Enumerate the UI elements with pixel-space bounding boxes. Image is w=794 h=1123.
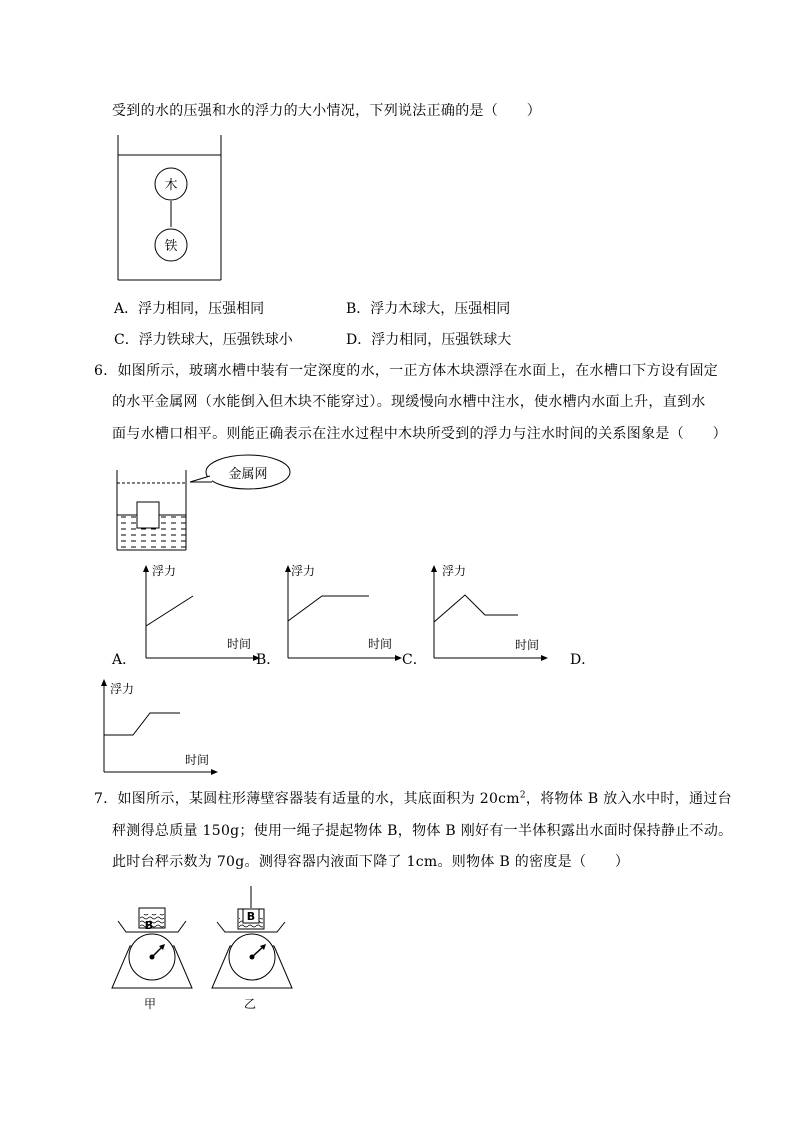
- q5-option-d[interactable]: D．浮力相同，压强铁球大: [346, 332, 512, 348]
- q6-tank-figure: [110, 448, 300, 558]
- q5-option-b[interactable]: B．浮力木球大，压强相同: [346, 301, 511, 317]
- q7-line1-b: ，将物体 B 放入水中时，通过台: [525, 791, 732, 807]
- wood-block: [137, 502, 159, 528]
- scale-jia-figure: [100, 884, 200, 1014]
- q5-stem: 受到的水的压强和水的浮力的大小情况，下列说法正确的是（ ）: [112, 103, 541, 119]
- x-axis-label: 时间: [368, 637, 393, 651]
- y-axis-label: 浮力: [442, 564, 467, 578]
- y-axis-label: 浮力: [110, 682, 135, 696]
- option-label-d[interactable]: D．: [570, 652, 596, 668]
- curve-b: [288, 596, 369, 621]
- object-b-label: B: [144, 919, 154, 932]
- object-b-label: B: [246, 910, 256, 923]
- y-axis-label: 浮力: [152, 564, 177, 578]
- q5-figure: [115, 135, 225, 285]
- caption-yi: 乙: [243, 997, 257, 1011]
- x-axis-label: 时间: [515, 638, 540, 652]
- q7-line1-sup: 2: [519, 790, 526, 801]
- x-axis-label: 时间: [227, 637, 252, 651]
- q7-stem-line1: [94, 790, 732, 808]
- q6-stem-line2: 的水平金属网（水能倒入但木块不能穿过）。现缓慢向水槽中注水，使水槽内水面上升，直到水: [112, 394, 706, 410]
- scale-yi-figure: [200, 884, 300, 1014]
- q7-stem-line3: 此时台秤示数为 70g。测得容器内液面下降了 1cm。则物体 B 的密度是（ ）: [112, 854, 630, 870]
- y-axis-label: 浮力: [291, 564, 316, 578]
- q5-option-a[interactable]: A．浮力相同，压强相同: [114, 301, 265, 317]
- q6-stem-line1: 6．如图所示，玻璃水槽中装有一定深度的水，一正方体木块漂浮在水面上，在水槽口下方设有固定: [94, 363, 719, 379]
- option-label-a[interactable]: A．: [112, 652, 137, 668]
- q7-stem-line2: 秤测得总质量 150g；使用一绳子提起物体 B，物体 B 刚好有一半体积露出水面时保持静止不动。: [112, 823, 733, 839]
- wood-ball-label: 木: [164, 178, 178, 193]
- iron-ball-label: 铁: [164, 239, 178, 254]
- caption-jia: 甲: [143, 997, 157, 1011]
- q5-option-c[interactable]: C．浮力铁球大，压强铁球小: [114, 332, 293, 348]
- q7-line1-a: 7．如图所示，某圆柱形薄壁容器装有适量的水，其底面积为 20cm: [94, 791, 520, 807]
- graph-b: [277, 563, 407, 663]
- option-label-b[interactable]: B．: [256, 652, 281, 668]
- graph-c: [423, 563, 553, 663]
- graph-d: [93, 677, 223, 777]
- q6-stem-line3: 面与水槽口相平。则能正确表示在注水过程中木块所受到的浮力与注水时间的关系图象是（ ）: [112, 426, 727, 442]
- option-label-c[interactable]: C．: [402, 652, 427, 668]
- graph-a: [135, 563, 265, 663]
- curve-d: [104, 713, 180, 735]
- curve-c: [434, 595, 518, 622]
- x-axis-label: 时间: [185, 753, 210, 767]
- curve-a: [146, 596, 193, 626]
- callout-label: 金属网: [228, 467, 268, 482]
